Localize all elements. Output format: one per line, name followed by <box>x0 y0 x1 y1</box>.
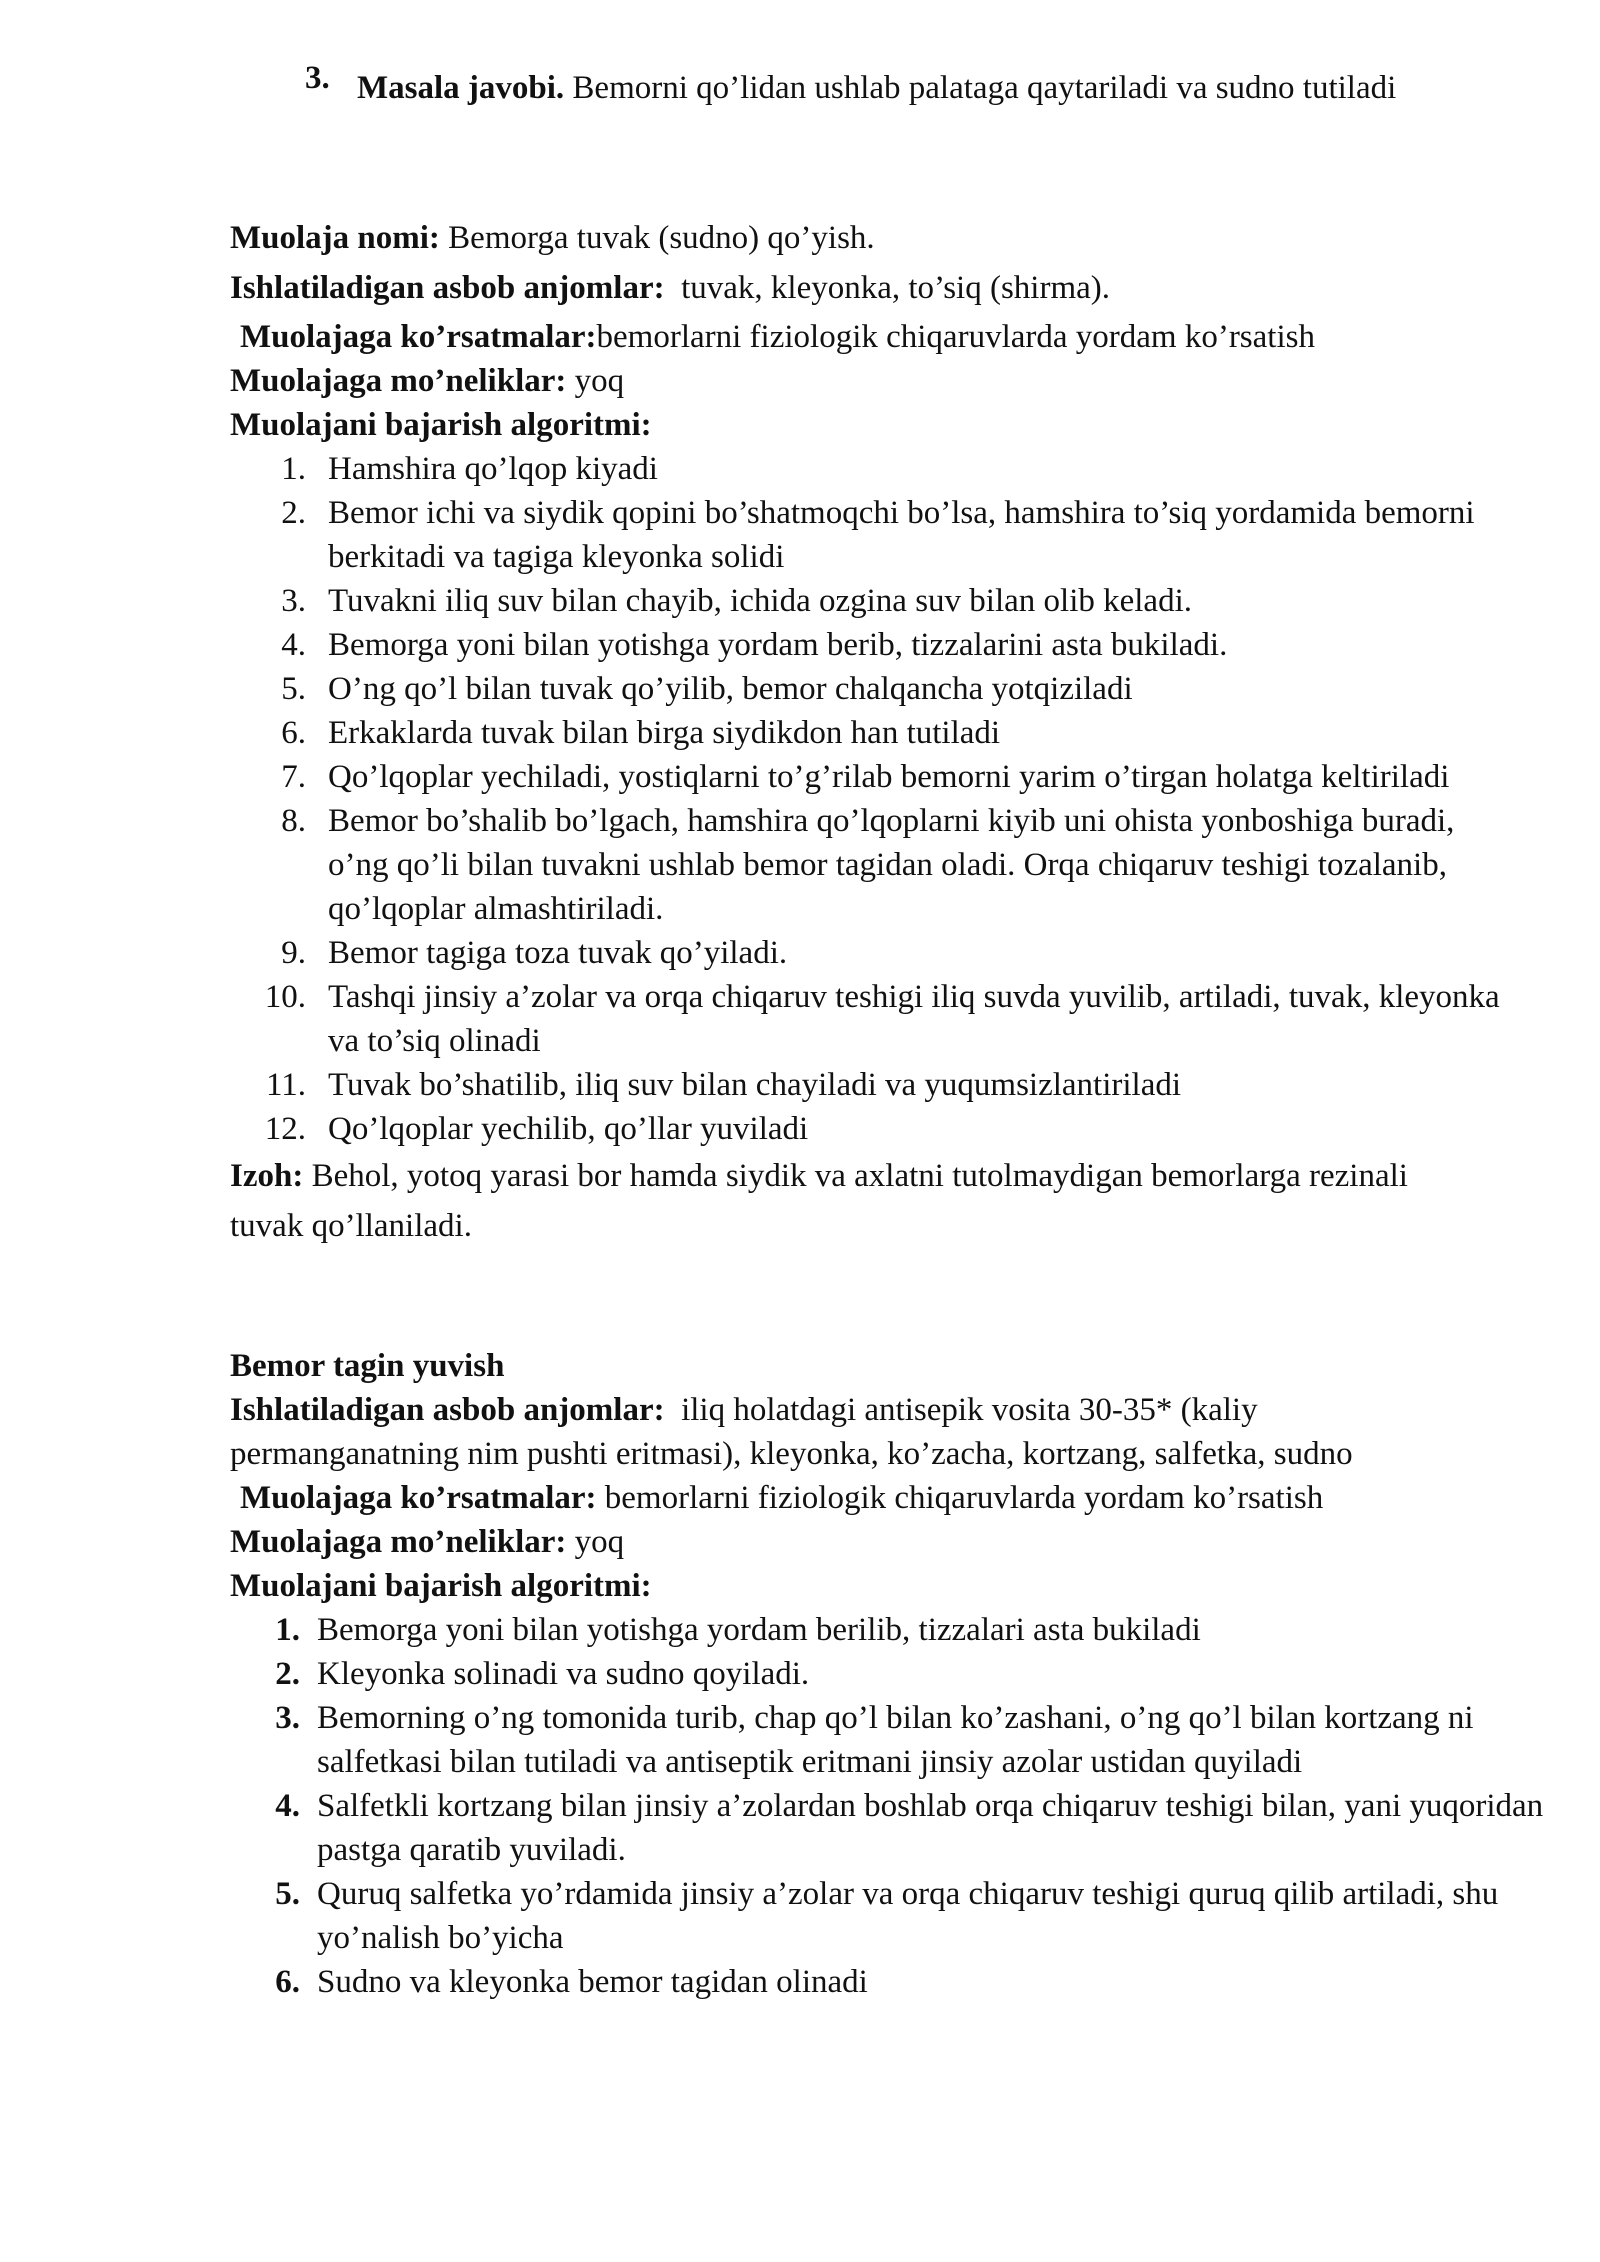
list-item-text: Salfetkli kortzang bilan jinsiy a’zolardan boshlab orqa chiqaruv teshigi bilan, yani yuqoridan pastga qaratib yuviladi. <box>317 1788 1544 1868</box>
list-item-text: Bemor ichi va siydik qopini bo’shatmoqchi bo’lsa, hamshira to’siq yordamida bemorni berkitadi va tagiga kleyonka solidi <box>328 495 1475 575</box>
list-item <box>230 931 1503 975</box>
indications-line-2: Muolajaga ko’rsatmalar: bemorlarni fiziologik chiqaruvlarda yordam ko’rsatish <box>240 1480 1324 1516</box>
procedure-name: Muolaja nomi: Bemorga tuvak (sudno) qo’yish. <box>230 220 875 256</box>
section-title: Bemor tagin yuvish <box>230 1348 505 1384</box>
list-item-number: 6. <box>281 715 306 751</box>
list-item <box>230 491 1503 579</box>
algorithm-heading-2: Muolajani bajarish algoritmi: <box>230 1568 652 1604</box>
list-item-text: Hamshira qo’lqop kiyadi <box>328 451 658 487</box>
list-item-number: 9. <box>281 935 306 971</box>
answer-item <box>305 56 1497 120</box>
list-item <box>230 623 1503 667</box>
answer-number: 3. <box>305 60 330 96</box>
indications-line: Muolajaga ko’rsatmalar:bemorlarni fiziologik chiqaruvlarda yordam ko’rsatish <box>240 319 1315 355</box>
list-item <box>230 1107 1503 1151</box>
list-item-number: 8. <box>281 803 306 839</box>
list-item-number: 5. <box>275 1876 300 1912</box>
list-item-number: 11. <box>265 1067 306 1103</box>
list-item-text: Tashqi jinsiy a’zolar va orqa chiqaruv teshigi iliq suvda yuvilib, artiladi, tuvak, kleyonka va to’siq olinadi <box>328 979 1500 1059</box>
note: Izoh: Behol, yotoq yarasi bor hamda siydik va axlatni tutolmaydigan bemorlarga rezinali tuvak qo’llaniladi. <box>230 1158 1408 1244</box>
list-item <box>230 1960 1582 2004</box>
answer-title: Masala javobi. <box>357 70 565 106</box>
list-item-number: 10. <box>264 979 306 1015</box>
list-item-number: 12. <box>264 1111 306 1147</box>
list-item-text: Bemor bo’shalib bo’lgach, hamshira qo’lqoplarni kiyib uni ohista yonboshiga buradi, o’ng qo’li bilan tuvakni ushlab bemor tagidan oladi. Orqa chiqaruv teshigi tozalanib, qo’lqoplar almashtiriladi. <box>328 803 1455 927</box>
list-item-text: Kleyonka solinadi va sudno qoyiladi. <box>317 1656 810 1692</box>
tools-line-2: Ishlatiladigan asbob anjomlar: iliq holatdagi antisepik vosita 30-35* (kaliy permanganatning nim pushti eritmasi), kleyonka, ko’zacha, kortzang, salfetka, sudno <box>230 1392 1353 1472</box>
list-item <box>230 975 1503 1063</box>
list-item-text: Bemorning o’ng tomonida turib, chap qo’l bilan ko’zashani, o’ng qo’l bilan kortzang ni salfetkasi bilan tutiladi va antiseptik eritmani jinsiy azolar ustidan quyiladi <box>317 1700 1474 1780</box>
list-item <box>230 1784 1582 1872</box>
list-item <box>230 799 1503 931</box>
list-item-text: Qo’lqoplar yechiladi, yostiqlarni to’g’rilab bemorni yarim o’tirgan holatga keltiriladi <box>328 759 1450 795</box>
list-item-text: Qo’lqoplar yechilib, qo’llar yuviladi <box>328 1111 809 1147</box>
list-item <box>230 1872 1582 1960</box>
list-item-number: 1. <box>281 451 306 487</box>
procedure-section-1 <box>230 216 1530 1251</box>
list-item <box>230 1696 1582 1784</box>
list-item-number: 4. <box>275 1788 300 1824</box>
list-item <box>230 667 1503 711</box>
list-item-number: 3. <box>281 583 306 619</box>
list-item-text: O’ng qo’l bilan tuvak qo’yilib, bemor chalqancha yotqiziladi <box>328 671 1133 707</box>
list-item <box>230 755 1503 799</box>
list-item-number: 3. <box>275 1700 300 1736</box>
list-item <box>230 1608 1582 1652</box>
tools-line: Ishlatiladigan asbob anjomlar: tuvak, kleyonka, to’siq (shirma). <box>230 270 1111 306</box>
list-item-number: 2. <box>281 495 306 531</box>
algorithm-heading: Muolajani bajarish algoritmi: <box>230 407 652 443</box>
list-item-text: Bemorga yoni bilan yotishga yordam berib, tizzalarini asta bukiladi. <box>328 627 1228 663</box>
list-item-text: Sudno va kleyonka bemor tagidan olinadi <box>317 1964 868 2000</box>
answer-body <box>357 56 1497 120</box>
answer-text: Bemorni qo’lidan ushlab palataga qaytariladi va sudno tutiladi <box>572 70 1397 106</box>
algorithm-steps-1 <box>230 447 1530 1151</box>
list-item-text: Bemor tagiga toza tuvak qo’yiladi. <box>328 935 788 971</box>
list-item <box>230 1652 1582 1696</box>
list-item-text: Quruq salfetka yo’rdamida jinsiy a’zolar va orqa chiqaruv teshigi quruq qilib artiladi, shu yo’nalish bo’yicha <box>317 1876 1499 1956</box>
list-item-text: Erkaklarda tuvak bilan birga siydikdon han tutiladi <box>328 715 1001 751</box>
procedure-section-2 <box>230 1344 1544 2004</box>
algorithm-steps-2 <box>230 1608 1544 2004</box>
contraindications-line: Muolajaga mo’neliklar: yoq <box>230 363 625 399</box>
list-item-number: 6. <box>275 1964 300 2000</box>
list-item <box>230 447 1503 491</box>
list-item-text: Tuvakni iliq suv bilan chayib, ichida ozgina suv bilan olib keladi. <box>328 583 1192 619</box>
list-item-number: 1. <box>275 1612 300 1648</box>
list-item-text: Tuvak bo’shatilib, iliq suv bilan chayiladi va yuqumsizlantiriladi <box>328 1067 1182 1103</box>
list-item <box>230 579 1503 623</box>
list-item-number: 4. <box>281 627 306 663</box>
list-item-text: Bemorga yoni bilan yotishga yordam berilib, tizzalari asta bukiladi <box>317 1612 1201 1648</box>
list-item <box>230 1063 1503 1107</box>
list-item-number: 5. <box>281 671 306 707</box>
list-item-number: 2. <box>275 1656 300 1692</box>
list-item-number: 7. <box>281 759 306 795</box>
contraindications-line-2: Muolajaga mo’neliklar: yoq <box>230 1524 625 1560</box>
list-item <box>230 711 1503 755</box>
